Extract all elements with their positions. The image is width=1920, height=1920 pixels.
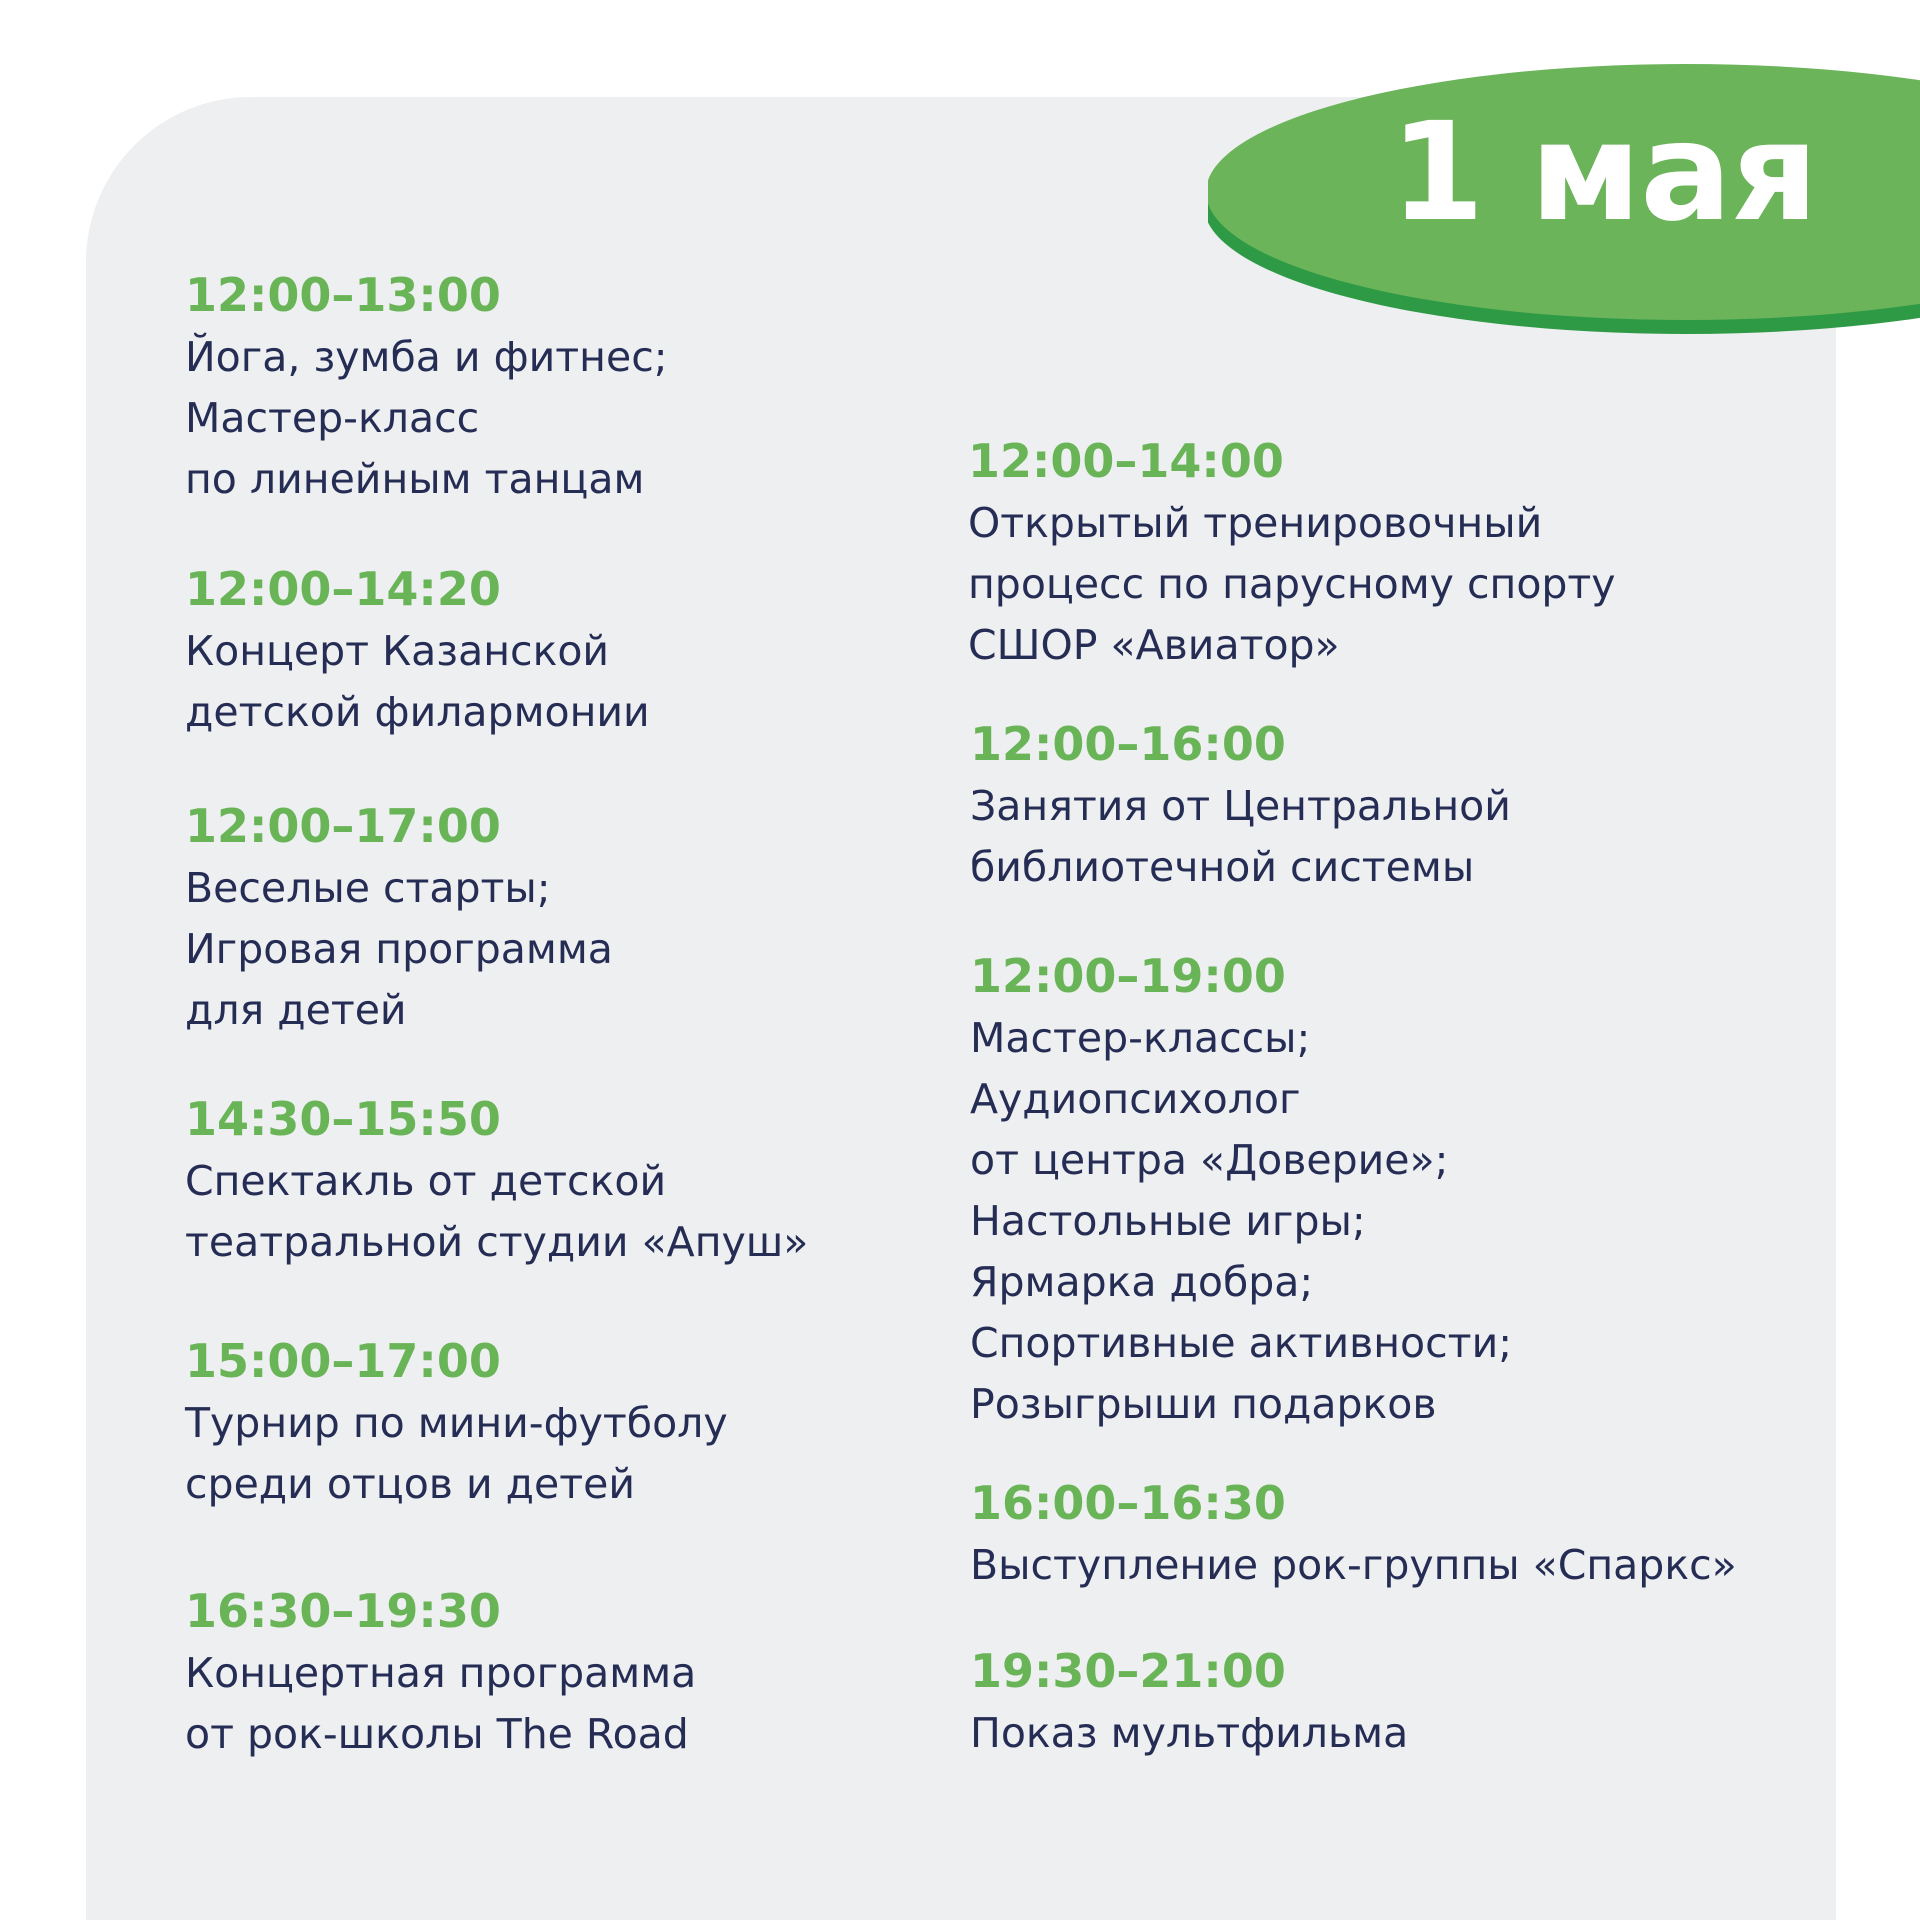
- event-time: 12:00–14:20: [185, 562, 501, 616]
- event-line: от рок-школы The Road: [185, 1710, 689, 1758]
- event-description: [968, 493, 1616, 676]
- event-right-2: [970, 716, 1511, 898]
- event-time: 19:30–21:00: [970, 1644, 1286, 1698]
- event-line: Мастер-класс: [185, 394, 480, 442]
- event-description: [185, 1643, 696, 1765]
- event-time: 12:00–19:00: [970, 949, 1286, 1003]
- event-line: Спортивные активности;: [970, 1319, 1513, 1367]
- event-line: процесс по парусному спорту: [968, 560, 1616, 608]
- event-time: 16:30–19:30: [185, 1584, 501, 1638]
- event-time: 12:00–14:00: [968, 434, 1284, 488]
- event-line: Занятия от Центральной: [970, 782, 1511, 830]
- event-line: Веселые старты;: [185, 864, 551, 912]
- event-line: среди отцов и детей: [185, 1460, 635, 1508]
- event-line: Открытый тренировочный: [968, 499, 1543, 547]
- event-description: [970, 1008, 1512, 1435]
- event-description: [970, 776, 1511, 898]
- event-time: 12:00–13:00: [185, 268, 501, 322]
- event-line: Показ мультфильма: [970, 1709, 1409, 1757]
- event-time: 12:00–17:00: [185, 799, 501, 853]
- event-line: Ярмарка добра;: [970, 1258, 1314, 1306]
- event-line: Выступление рок-группы «Спаркс»: [970, 1541, 1737, 1589]
- event-line: СШОР «Авиатор»: [968, 621, 1340, 669]
- event-line: Концертная программа: [185, 1649, 697, 1697]
- event-line: для детей: [185, 986, 407, 1034]
- event-time: 14:30–15:50: [185, 1092, 501, 1146]
- event-left-1: [185, 267, 668, 510]
- event-line: Концерт Казанской: [185, 627, 610, 675]
- event-line: Турнир по мини-футболу: [185, 1399, 728, 1447]
- event-right-3: [970, 948, 1512, 1435]
- event-line: Йога, зумба и фитнес;: [185, 333, 668, 381]
- event-line: Настольные игры;: [970, 1197, 1366, 1245]
- event-line: Розыгрыши подарков: [970, 1380, 1437, 1428]
- event-description: [970, 1703, 1408, 1764]
- event-time: 12:00–16:00: [970, 717, 1286, 771]
- event-description: [185, 858, 613, 1041]
- event-left-2: [185, 561, 650, 743]
- event-right-4: [970, 1475, 1737, 1596]
- event-description: [185, 1151, 808, 1273]
- event-time: 15:00–17:00: [185, 1334, 501, 1388]
- event-time: 16:00–16:30: [970, 1476, 1286, 1530]
- event-line: Игровая программа: [185, 925, 613, 973]
- event-line: Аудиопсихолог: [970, 1075, 1301, 1123]
- event-description: [185, 327, 668, 510]
- event-line: Мастер-классы;: [970, 1014, 1311, 1062]
- event-line: по линейным танцам: [185, 455, 645, 503]
- event-description: [970, 1535, 1737, 1596]
- event-left-6: [185, 1583, 696, 1765]
- event-right-1: [968, 433, 1616, 676]
- date-title: 1 мая: [1390, 94, 1818, 252]
- event-right-5: [970, 1643, 1408, 1764]
- event-left-4: [185, 1091, 808, 1273]
- event-left-3: [185, 798, 613, 1041]
- event-line: театральной студии «Апуш»: [185, 1218, 809, 1266]
- event-line: Спектакль от детской: [185, 1157, 667, 1205]
- event-description: [185, 621, 650, 743]
- event-left-5: [185, 1333, 728, 1515]
- event-line: детской филармонии: [185, 688, 650, 736]
- event-line: от центра «Доверие»;: [970, 1136, 1449, 1184]
- event-description: [185, 1393, 728, 1515]
- event-line: библиотечной системы: [970, 843, 1475, 891]
